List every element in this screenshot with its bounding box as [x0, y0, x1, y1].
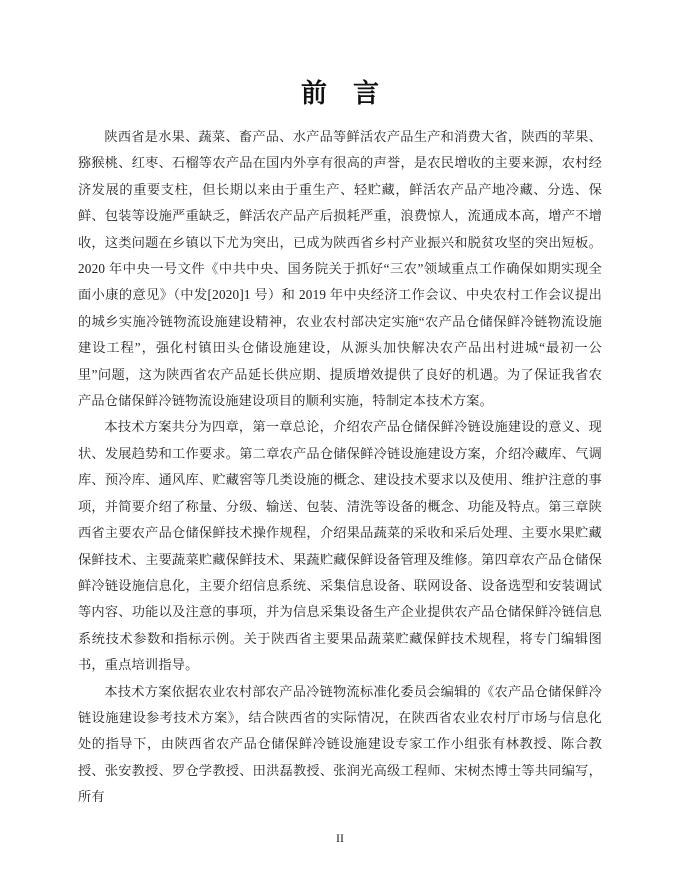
document-body: [78, 124, 602, 811]
paragraph-1: 陕西省是水果、蔬菜、畜产品、水产品等鲜活农产品生产和消费大省，陕西的苹果、猕猴桃、红枣、石榴等农产品在国内外享有很高的声誉，是农民增收的主要来源，农村经济发展的重要支柱，但长期以来由于重生产、轻贮藏，鲜活农产品产地冷藏、分选、保鲜、包装等设施严重缺乏，鲜活农产品产后损耗严重，浪费惊人，流通成本高，增产不增收，这类问题在乡镇以下尤为突出，已成为陕西省乡村产业振兴和脱贫攻坚的突出短板。2020 年中央一号文件《中共中央、国务院关于抓好“三农”领域重点工作确保如期实现全面小康的意见》（中发[2020]1 号）和 2019 年中央经济工作会议、中央农村工作会议提出的城乡实施冷链物流设施建设精神，农业农村部决定实施“农产品仓储保鲜冷链物流设施建设工程”，强化村镇田头仓储设施建设，从源头加快解决农产品出村进城“最初一公里”问题，这为陕西省农产品延长供应期、提质增效提供了良好的机遇。为了保证我省农产品仓储保鲜冷链物流设施建设项目的顺利实施，特制定本技术方案。: [78, 129, 602, 409]
paragraph-3: 本技术方案依据农业农村部农产品冷链物流标准化委员会编辑的《农产品仓储保鲜冷链设施建设参考技术方案》，结合陕西省的实际情况，在陕西省农业农村厅市场与信息化处的指导下，由陕西省农产品仓储保鲜冷链设施建设专家工作小组张有林教授、陈合教授、张安教授、罗仓学教授、田洪磊教授、张润光高级工程师、宋树杰博士等共同编写，所有: [78, 683, 602, 805]
page-number: II: [336, 831, 344, 845]
page-title: 前 言: [300, 79, 379, 108]
paragraph-2: 本技术方案共分为四章，第一章总论，介绍农产品仓储保鲜冷链设施建设的意义、现状、发展趋势和工作要求。第二章农产品仓储保鲜冷链设施建设方案，介绍冷藏库、气调库、预冷库、通风库、贮藏窖等几类设施的概念、建设技术要求以及使用、维护注意的事项，并简要介绍了称量、分级、输送、包装、清洗等设备的概念、功能及特点。第三章陕西省主要农产品仓储保鲜技术操作规程，介绍果品蔬菜的采收和采后处理、主要水果贮藏保鲜技术、主要蔬菜贮藏保鲜技术、果蔬贮藏保鲜设备管理及维修。第四章农产品仓储保鲜冷链设施信息化，主要介绍信息系统、采集信息设备、联网设备、设备选型和安装调试等内容、功能以及注意的事项，并为信息采集设备生产企业提供农产品仓储保鲜冷链信息系统技术参数和指标示例。关于陕西省主要果品蔬菜贮藏保鲜技术规程，将专门编辑图书，重点培训指导。: [78, 419, 602, 673]
